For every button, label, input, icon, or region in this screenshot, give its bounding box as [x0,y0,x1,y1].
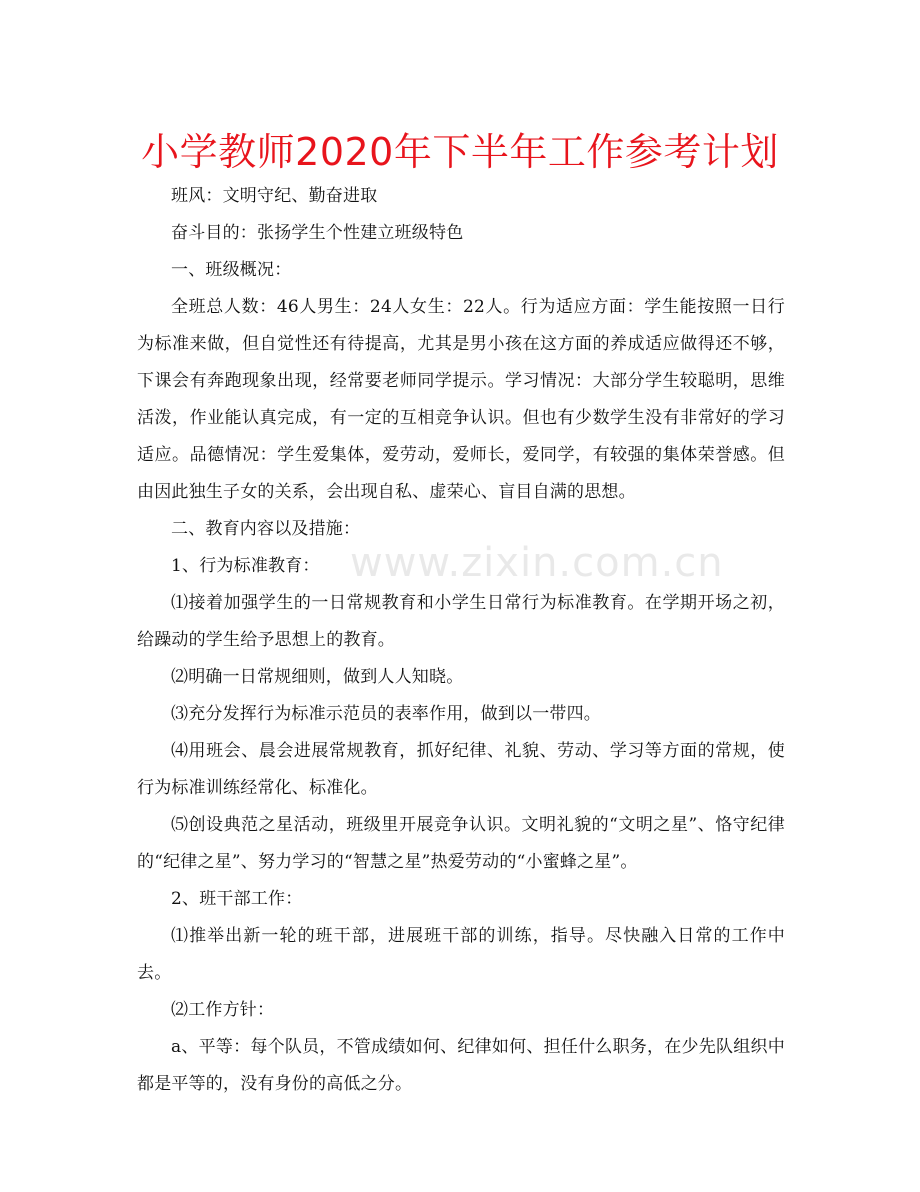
section-heading: 一、班级概况： [171,260,292,280]
watermark: www.zixin.com.cn [350,540,724,586]
subsection-heading: 1、行为标准教育： [171,556,320,576]
paragraph: ⑴接着加强学生的一日常规教育和小学生日常行为标准教育。在学期开场之初，给躁动的学生给予思想上的教育。 [137,593,785,650]
subsection-heading: 2、班干部工作： [171,889,303,909]
paragraph: 班风：文明守纪、勤奋进取 [171,186,378,206]
document-title: 小学教师2020年下半年工作参考计划 [141,130,779,174]
paragraph: ⑷用班会、晨会进展常规教育，抓好纪律、礼貌、劳动、学习等方面的常规，使行为标准训练经常化、标准化。 [137,741,785,798]
paragraph: ⑸创设典范之星活动，班级里开展竞争认识。文明礼貌的“文明之星”、恪守纪律的“纪律之星”、努力学习的“智慧之星”热爱劳动的“小蜜蜂之星”。 [137,815,785,872]
paragraph: a、平等：每个队员，不管成绩如何、纪律如何、担任什么职务，在少先队组织中都是平等的，没有身份的高低之分。 [137,1037,785,1094]
document-body [137,178,785,1103]
paragraph: ⑴推举出新一轮的班干部，进展班干部的训练，指导。尽快融入日常的工作中去。 [137,926,785,983]
paragraph: 奋斗目的：张扬学生个性建立班级特色 [171,223,464,243]
paragraph: 全班总人数：46人男生：24人女生：22人。行为适应方面：学生能按照一日行为标准来做，但自觉性还有待提高，尤其是男小孩在这方面的养成适应做得还不够，下课会有奔跑现象出现，经常要老师同学提示。学习情况：大部分学生较聪明，思维活泼，作业能认真完成，有一定的互相竞争认识。但也有少数学生没有非常好的学习适应。品德情况：学生爱集体，爱劳动，爱师长，爱同学，有较强的集体荣誉感。但由因此独生子女的关系，会出现自私、虚荣心、盲目自满的思想。 [137,297,785,502]
paragraph: ⑵明确一日常规细则，做到人人知晓。 [171,667,464,687]
paragraph: ⑵工作方针： [171,1000,275,1020]
paragraph: ⑶充分发挥行为标准示范员的表率作用，做到以一带四。 [171,704,601,724]
section-heading: 二、教育内容以及措施： [171,519,361,539]
